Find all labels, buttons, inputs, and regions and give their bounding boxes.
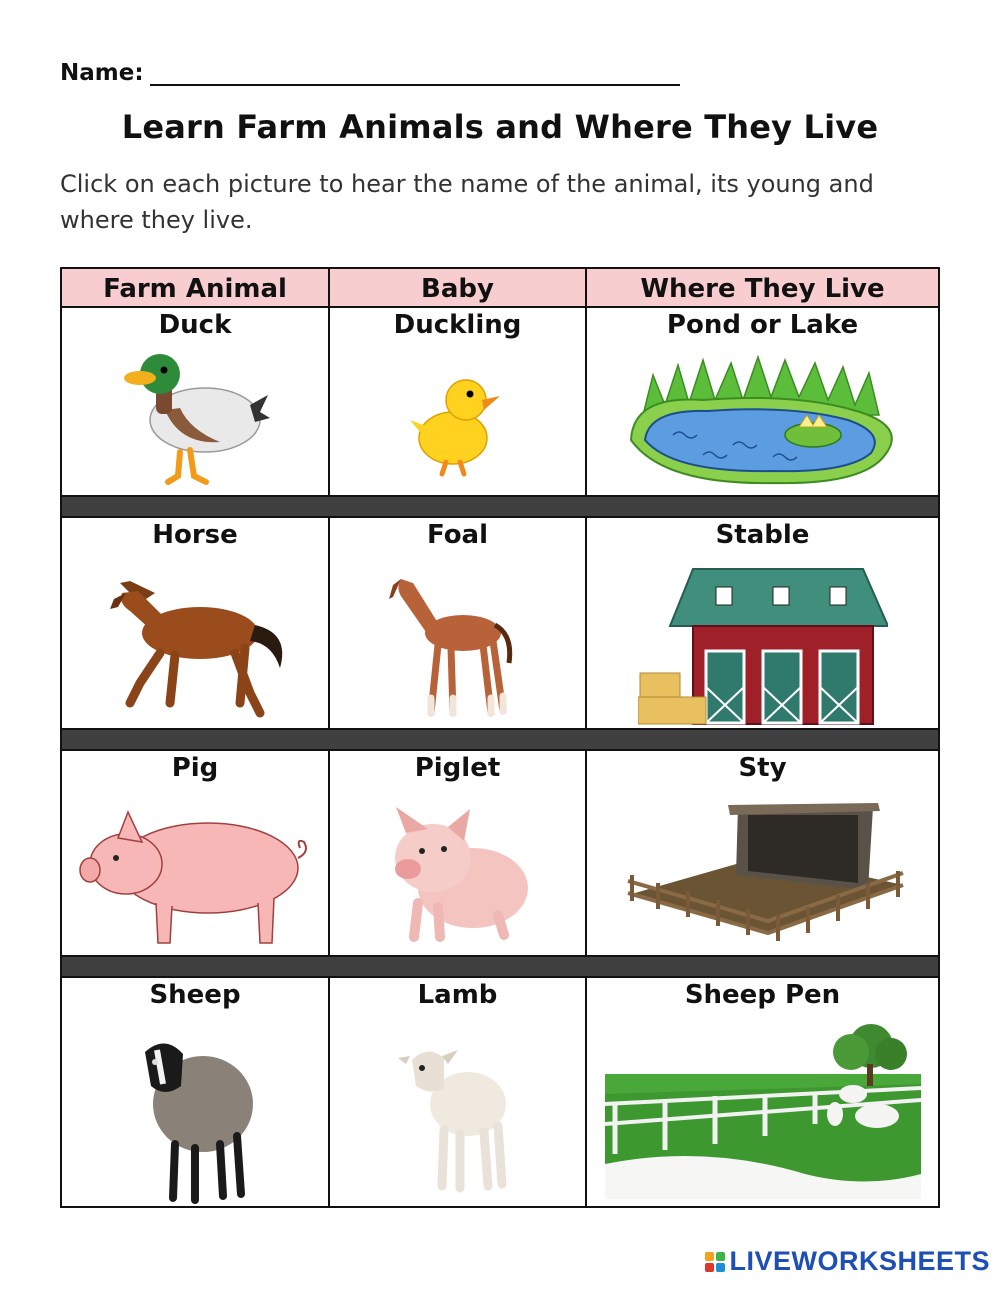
- column-divider: [585, 269, 587, 495]
- column-header-farm-animal: Farm Animal: [62, 269, 328, 308]
- row-separator: [62, 955, 938, 978]
- cell-home-pond[interactable]: [587, 308, 938, 495]
- baby-label: Duckling: [393, 310, 522, 340]
- brand-text: LIVEWORKSHEETS: [729, 1246, 990, 1276]
- column-divider: [585, 518, 587, 728]
- cell-animal-pig[interactable]: [62, 751, 328, 955]
- cell-baby-piglet[interactable]: [330, 751, 585, 955]
- pond-image[interactable]: [587, 345, 938, 495]
- column-header-baby: Baby: [330, 269, 585, 308]
- cell-baby-lamb[interactable]: [330, 978, 585, 1206]
- piglet-image[interactable]: [330, 790, 585, 955]
- pig-image[interactable]: [62, 790, 328, 955]
- baby-label: Foal: [426, 520, 489, 550]
- logo-icon: [705, 1252, 725, 1272]
- home-label: Sheep Pen: [684, 980, 841, 1010]
- horse-image[interactable]: [62, 558, 328, 728]
- cell-home-stable[interactable]: [587, 518, 938, 728]
- stable-image[interactable]: [587, 558, 938, 728]
- sheep-pen-image[interactable]: [587, 1016, 938, 1206]
- sheep-image[interactable]: [62, 1021, 328, 1206]
- home-label: Pond or Lake: [666, 310, 859, 340]
- duck-image[interactable]: [62, 345, 328, 495]
- lamb-image[interactable]: [330, 1021, 585, 1206]
- baby-label: Lamb: [417, 980, 498, 1010]
- column-header-where-they-live: Where They Live: [587, 269, 938, 308]
- cell-home-sty[interactable]: [587, 751, 938, 955]
- farm-animals-table: [60, 267, 940, 1208]
- duckling-image[interactable]: [330, 345, 585, 495]
- name-label: Name:: [60, 60, 144, 86]
- name-field: [60, 60, 680, 86]
- baby-label: Piglet: [414, 753, 501, 783]
- cell-animal-duck[interactable]: [62, 308, 328, 495]
- column-divider: [328, 751, 330, 955]
- column-divider: [328, 518, 330, 728]
- column-divider: [328, 978, 330, 1206]
- animal-label: Pig: [171, 753, 219, 783]
- liveworksheets-logo[interactable]: [705, 1246, 990, 1277]
- column-divider: [585, 978, 587, 1206]
- instructions-text: Click on each picture to hear the name of the animal, its young and where they live.: [60, 170, 874, 234]
- home-label: Sty: [738, 753, 787, 783]
- row-separator: [62, 495, 938, 518]
- sty-image[interactable]: [587, 790, 938, 955]
- cell-animal-sheep[interactable]: [62, 978, 328, 1206]
- row-separator: [62, 728, 938, 751]
- animal-label: Duck: [158, 310, 232, 340]
- page-title: Learn Farm Animals and Where They Live: [121, 108, 879, 146]
- home-label: Stable: [715, 520, 810, 550]
- animal-label: Sheep: [149, 980, 241, 1010]
- column-divider: [328, 269, 330, 495]
- animal-label: Horse: [152, 520, 238, 550]
- cell-baby-duckling[interactable]: [330, 308, 585, 495]
- name-blank-line: [150, 62, 680, 86]
- cell-animal-horse[interactable]: [62, 518, 328, 728]
- cell-baby-foal[interactable]: [330, 518, 585, 728]
- foal-image[interactable]: [330, 558, 585, 728]
- column-divider: [585, 751, 587, 955]
- cell-home-sheep-pen[interactable]: [587, 978, 938, 1206]
